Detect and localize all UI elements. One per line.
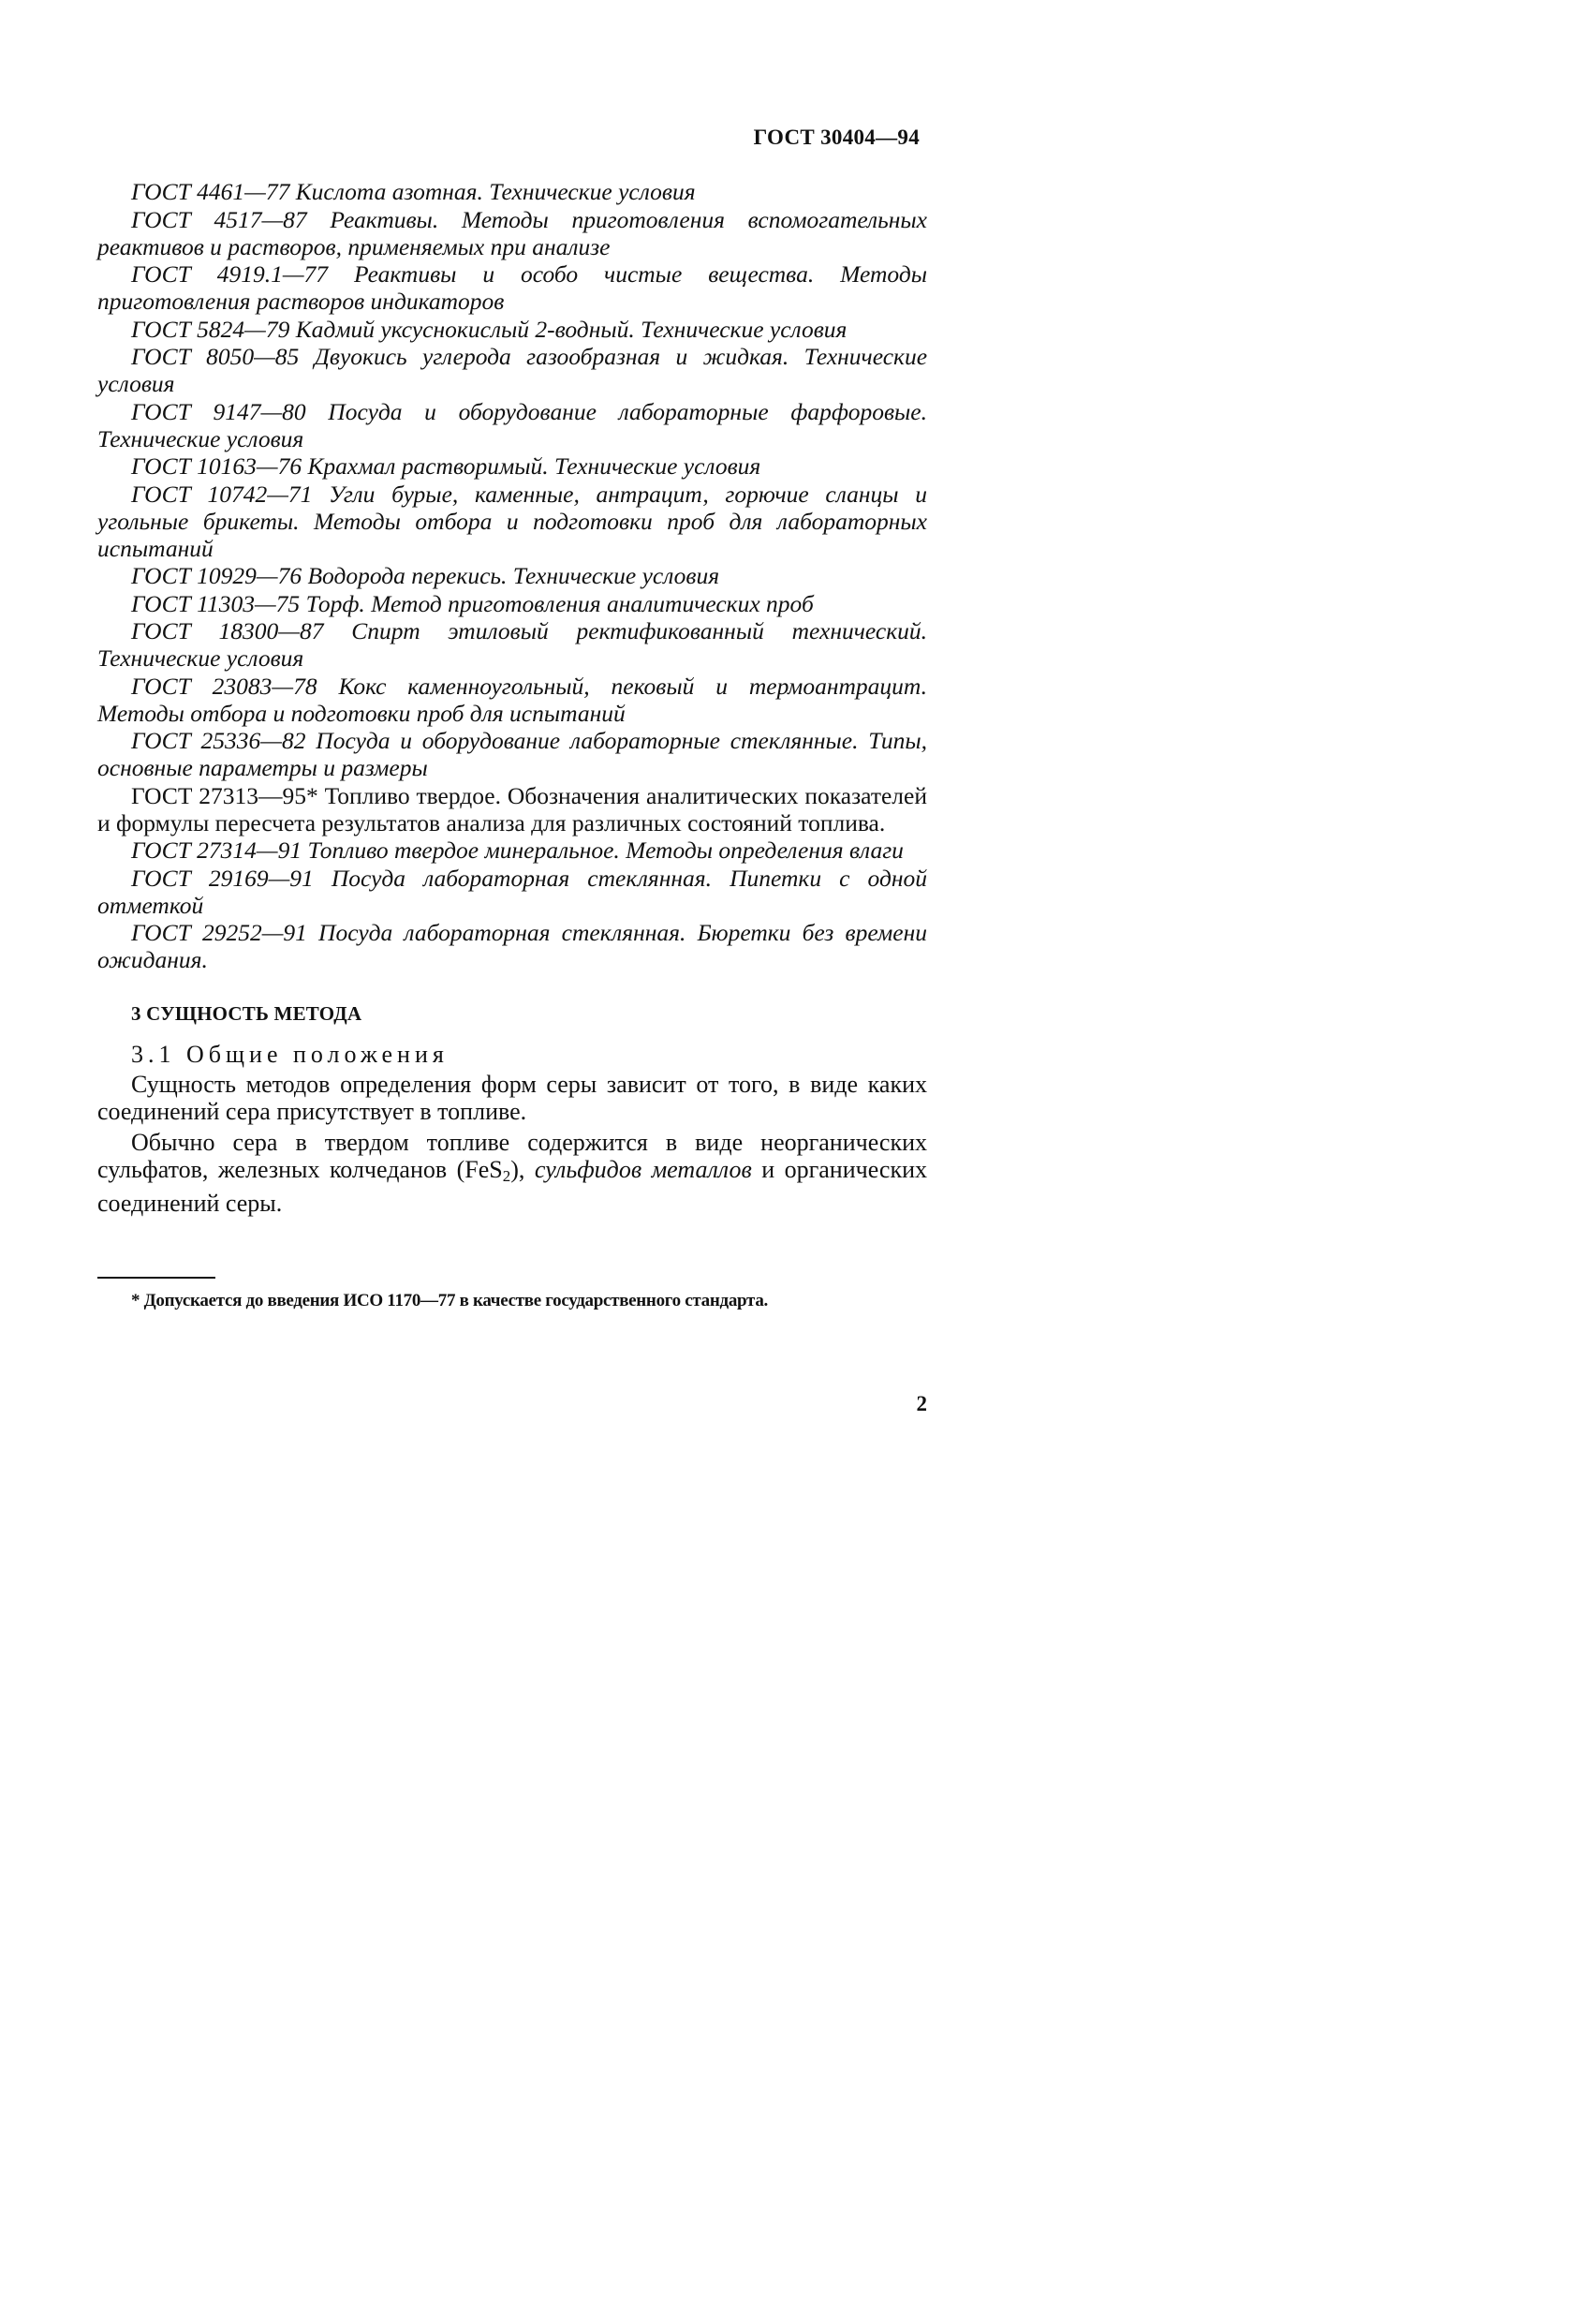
reference-title: Посуда лабораторная стеклянная. Пипетки с одной отметкой: [97, 864, 928, 919]
reference-code: ГОСТ 27313—95*: [131, 781, 318, 809]
reference-item: [97, 206, 927, 260]
reference-title: Спирт этиловый ректификованный технический. Технические условия: [97, 617, 928, 672]
reference-code: ГОСТ 10929—76: [131, 562, 302, 589]
reference-title: Кадмий уксуснокислый 2-водный. Технические условия: [295, 315, 848, 343]
reference-item: [97, 260, 927, 315]
reference-item: [97, 782, 927, 836]
reference-item: [97, 727, 927, 781]
reference-code: ГОСТ 18300—87: [131, 617, 324, 644]
reference-code: ГОСТ 10163—76: [131, 452, 302, 480]
section-heading: 3 СУЩНОСТЬ МЕТОДА: [131, 1002, 362, 1025]
reference-title: Реактивы и особо чистые вещества. Методы приготовления растворов индикаторов: [97, 260, 927, 315]
reference-title: Крахмал растворимый. Технические условия: [307, 452, 761, 480]
reference-code: ГОСТ 29252—91: [131, 919, 307, 946]
reference-item: [97, 452, 927, 480]
reference-item: [97, 865, 927, 919]
reference-item: [97, 481, 927, 562]
paragraph-essence: Сущность методов определения форм серы зависит от того, в виде каких соединений сера присутствует в топливе.: [97, 1071, 927, 1125]
reference-code: ГОСТ 25336—82: [131, 727, 306, 754]
paragraph-text-part1: Обычно сера в твердом топливе содержится в виде неорганических сульфатов, железных колчеданов (FeS: [97, 1129, 927, 1183]
reference-item: [97, 590, 927, 617]
reference-title: Кокс каменноугольный, пековый и термоантрацит. Методы отбора и подготовки проб для испытаний: [97, 672, 928, 727]
reference-title: Посуда и оборудование лабораторные фарфоровые. Технические условия: [97, 397, 927, 452]
subscript: 2: [502, 1167, 511, 1186]
reference-list: [97, 178, 927, 973]
reference-title: Угли бурые, каменные, антрацит, горючие сланцы и угольные брикеты. Методы отбора и подготовки проб для лабораторных испытаний: [97, 480, 928, 562]
reference-title: Посуда лабораторная стеклянная. Бюретки без времени ожидания.: [97, 919, 927, 973]
footnote: * Допускается до введения ИСО 1170—77 в качестве государственного стандарта.: [131, 1291, 768, 1310]
reference-item: [97, 398, 927, 452]
reference-code: ГОСТ 29169—91: [131, 864, 314, 892]
reference-code: ГОСТ 4919.1—77: [131, 260, 328, 288]
reference-item: [97, 919, 927, 973]
reference-code: ГОСТ 23083—78: [131, 672, 317, 700]
reference-title: Водорода перекись. Технические условия: [307, 562, 720, 589]
reference-item: [97, 836, 927, 864]
subsection-heading: 3.1 Общие положения: [131, 1041, 449, 1068]
reference-code: ГОСТ 5824—79: [131, 315, 290, 343]
reference-item: [97, 178, 927, 205]
footnote-rule: [97, 1277, 215, 1279]
reference-code: ГОСТ 9147—80: [131, 397, 306, 425]
page-number: 2: [916, 1392, 927, 1415]
reference-code: ГОСТ 11303—75: [131, 589, 301, 617]
page-content: [97, 178, 927, 1221]
reference-code: ГОСТ 10742—71: [131, 480, 313, 508]
paragraph-sulfur-forms: [97, 1129, 927, 1217]
document-code-header: ГОСТ 30404—94: [753, 126, 920, 149]
paragraph-text-part2: ),: [510, 1156, 535, 1183]
reference-code: ГОСТ 8050—85: [131, 343, 300, 370]
reference-title: Торф. Метод приготовления аналитических проб: [305, 589, 814, 617]
reference-item: [97, 343, 927, 397]
reference-title: Кислота азотная. Технические условия: [295, 178, 696, 205]
reference-title: Посуда и оборудование лабораторные стеклянные. Типы, основные параметры и размеры: [97, 727, 927, 781]
reference-title: Топливо твердое минеральное. Методы определения влаги: [307, 836, 904, 864]
reference-title: Топливо твердое. Обозначения аналитических показателей и формулы пересчета результатов анализа для различных состояний топлива.: [97, 781, 927, 836]
paragraph-italic-term: сульфидов металлов: [534, 1156, 752, 1183]
reference-title: Реактивы. Методы приготовления вспомогательных реактивов и растворов, применяемых при анализе: [97, 205, 928, 260]
reference-item: [97, 673, 927, 727]
reference-code: ГОСТ 27314—91: [131, 836, 302, 864]
reference-item: [97, 562, 927, 589]
reference-code: ГОСТ 4517—87: [131, 205, 307, 233]
reference-item: [97, 617, 927, 672]
paragraph-text-part3: и органических соединений серы.: [97, 1156, 927, 1218]
reference-title: Двуокись углерода газообразная и жидкая. Технические условия: [97, 343, 928, 397]
reference-item: [97, 316, 927, 343]
reference-code: ГОСТ 4461—77: [131, 178, 290, 205]
